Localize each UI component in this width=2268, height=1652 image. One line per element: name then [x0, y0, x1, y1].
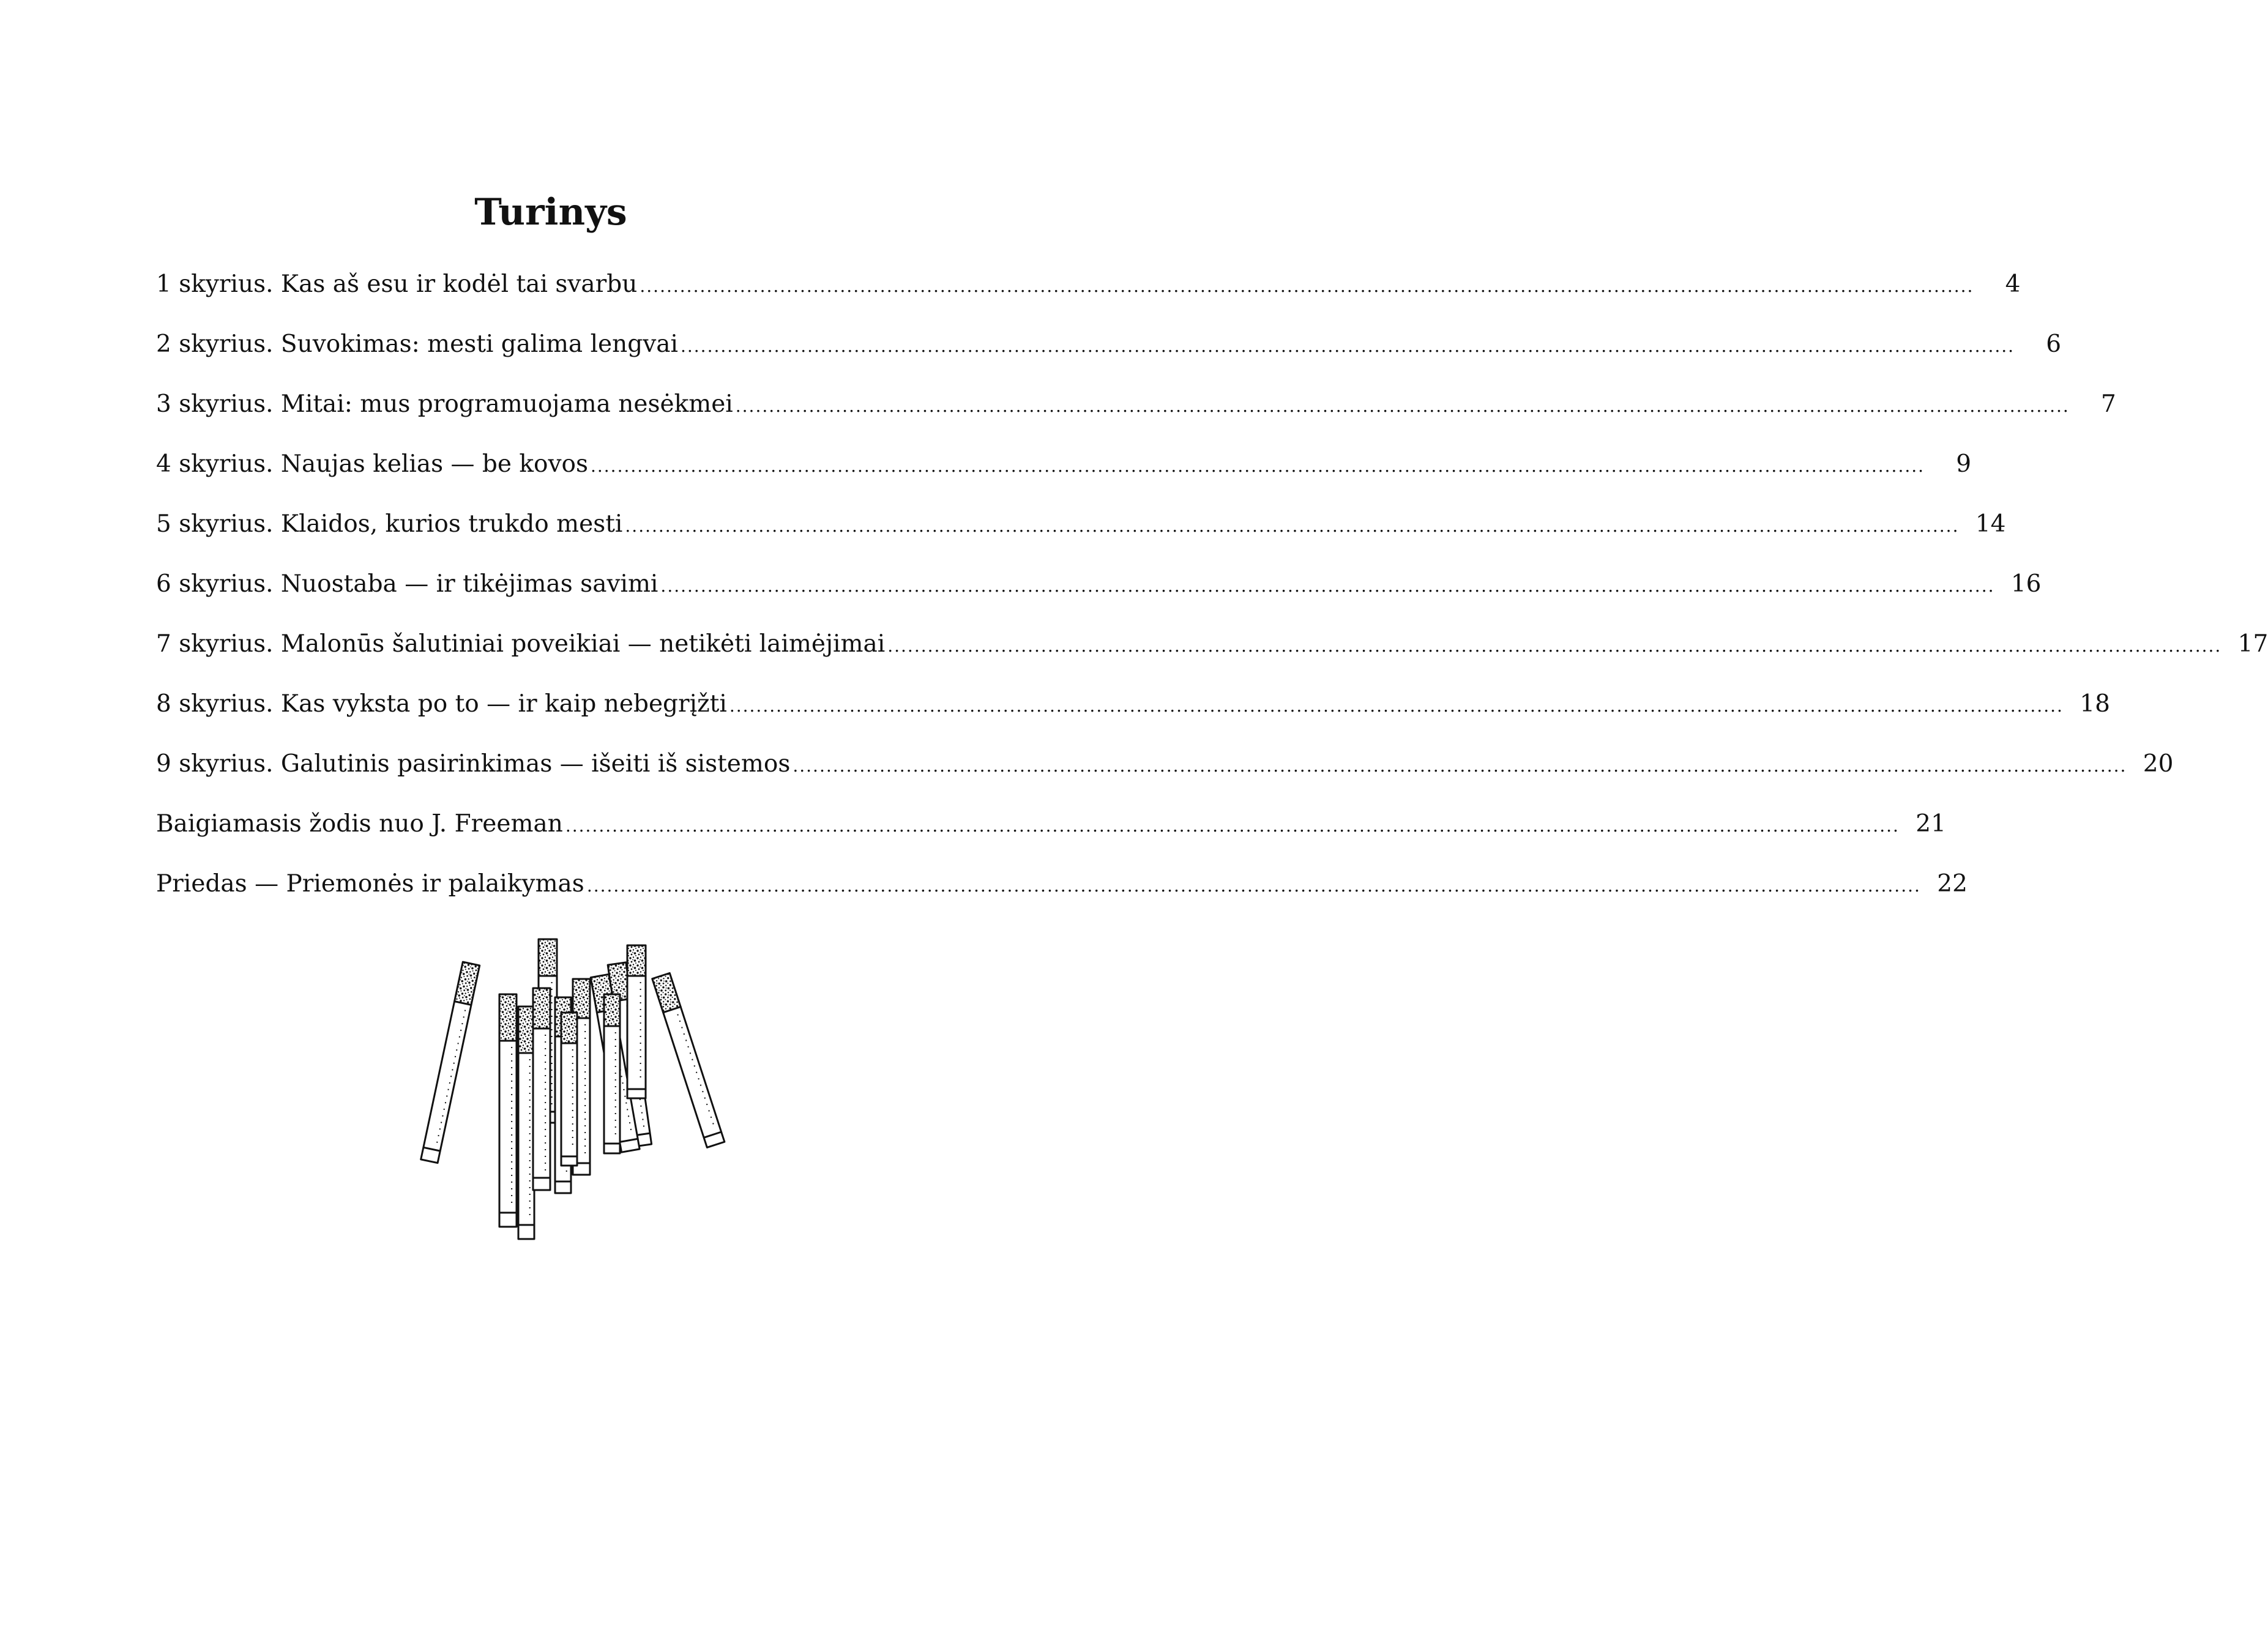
toc-entry[interactable]	[156, 806, 1946, 866]
toc-entry-page: 22	[1937, 870, 1968, 898]
toc-entry[interactable]	[156, 686, 2110, 746]
toc-entry[interactable]	[156, 626, 2268, 686]
dot-leader: ........................................................................................................................................................................................................	[640, 276, 1974, 296]
toc-entry-page: 7	[2101, 390, 2116, 418]
toc-entry-label: 9 skyrius. Galutinis pasirinkimas — išeiti iš sistemos	[156, 750, 791, 778]
toc-entry-label: 8 skyrius. Kas vyksta po to — ir kaip nebegrįžti	[156, 690, 727, 718]
toc-entry-page: 20	[2143, 750, 2174, 778]
toc-entry[interactable]	[156, 266, 2021, 326]
toc-entry[interactable]	[156, 506, 2006, 566]
toc-entry-label: 3 skyrius. Mitai: mus programuojama nesėkmei	[156, 390, 733, 418]
toc-entry-label: 2 skyrius. Suvokimas: mesti galima lengvai	[156, 330, 678, 358]
dot-leader: ........................................................................................................................................................................................................	[887, 636, 2222, 656]
dot-leader: ........................................................................................................................................................................................................	[680, 336, 2015, 356]
table-of-contents	[156, 266, 2268, 926]
toc-entry[interactable]	[156, 386, 2116, 446]
cigarette-icon	[604, 994, 620, 1153]
dot-leader: ........................................................................................................................................................................................................	[590, 456, 1925, 476]
toc-entry-label: 4 skyrius. Naujas kelias — be kovos	[156, 450, 588, 478]
toc-entry-label: 7 skyrius. Malonūs šalutiniai poveikiai — netikėti laimėjimai	[156, 630, 886, 658]
toc-entry-page: 4	[2005, 270, 2021, 298]
toc-entry[interactable]	[156, 866, 1968, 926]
page-title: Turinys	[474, 191, 627, 234]
toc-entry-page: 9	[1956, 450, 1972, 478]
toc-entry-label: 6 skyrius. Nuostaba — ir tikėjimas savimi	[156, 570, 658, 598]
dot-leader: ........................................................................................................................................................................................................	[660, 576, 1995, 596]
toc-entry[interactable]	[156, 446, 1972, 506]
toc-entry-label: Priedas — Priemonės ir palaikymas	[156, 870, 584, 898]
dot-leader: ........................................................................................................................................................................................................	[565, 816, 1900, 836]
cigarette-icon	[652, 973, 725, 1147]
dot-leader: ........................................................................................................................................................................................................	[735, 396, 2070, 416]
toc-entry-label: 1 skyrius. Kas aš esu ir kodėl tai svarbu	[156, 270, 638, 298]
dot-leader: ........................................................................................................................................................................................................	[793, 756, 2127, 776]
cigarettes-illustration-icon	[416, 927, 710, 1239]
toc-entry-page: 17	[2237, 630, 2268, 658]
dot-leader: ........................................................................................................................................................................................................	[625, 516, 1960, 536]
toc-entry[interactable]	[156, 746, 2174, 806]
toc-entry-page: 21	[1915, 810, 1946, 838]
cigarette-icon	[421, 962, 480, 1163]
toc-entry-page: 18	[2080, 690, 2110, 718]
toc-entry-page: 14	[1975, 510, 2006, 538]
toc-entry-label: Baigiamasis žodis nuo J. Freeman	[156, 810, 563, 838]
toc-entry-label: 5 skyrius. Klaidos, kurios trukdo mesti	[156, 510, 623, 538]
dot-leader: ........................................................................................................................................................................................................	[586, 876, 1921, 896]
toc-entry[interactable]	[156, 566, 2042, 626]
dot-leader: ........................................................................................................................................................................................................	[729, 696, 2064, 716]
toc-entry-page: 6	[2046, 330, 2062, 358]
cigarette-icon	[627, 945, 646, 1098]
toc-entry[interactable]	[156, 326, 2062, 386]
cigarette-icon	[533, 988, 550, 1190]
cigarette-icon	[561, 1013, 577, 1166]
cigarette-icon	[499, 994, 517, 1227]
cigarette-icon	[518, 1006, 534, 1239]
toc-entry-page: 16	[2010, 570, 2042, 598]
